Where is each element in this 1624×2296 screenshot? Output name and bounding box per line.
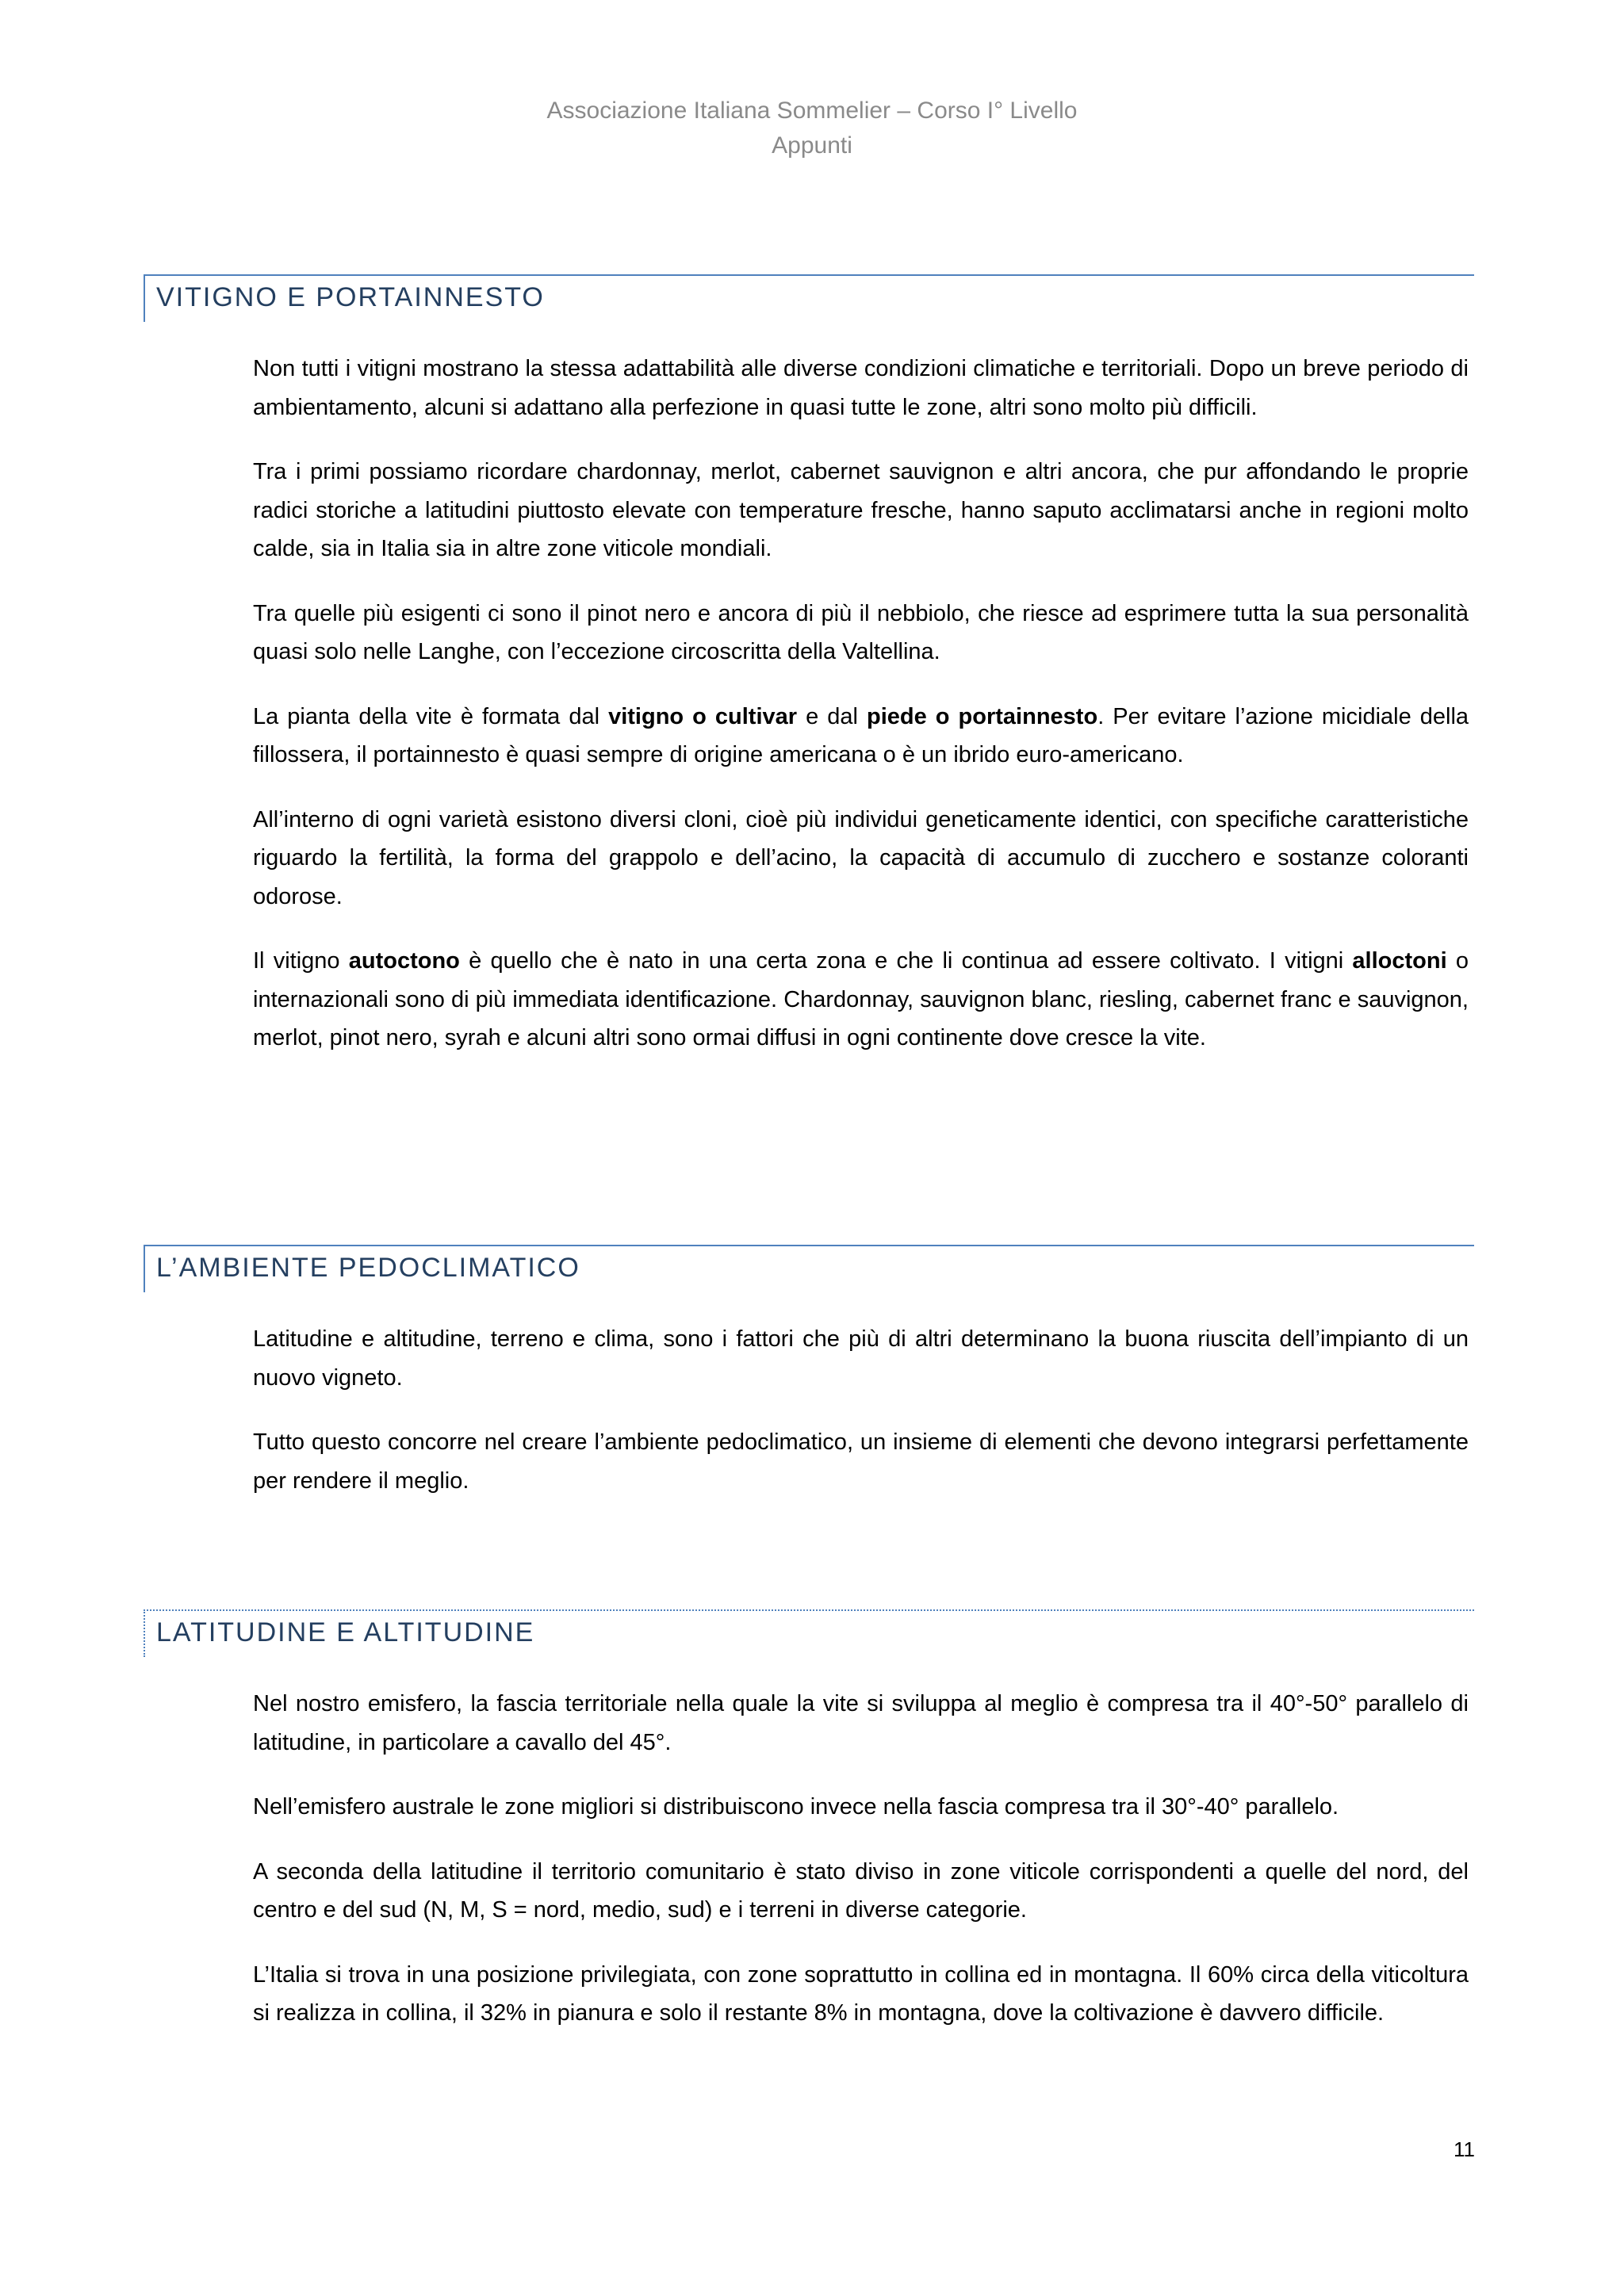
- bold-term-portainnesto: piede o portainnesto: [867, 703, 1098, 729]
- paragraph: Tutto questo concorre nel creare l’ambiente pedoclimatico, un insieme di elementi che devono integrarsi perfettamente per rendere il meglio.: [253, 1429, 1469, 1494]
- section-body-latitudine: [253, 1685, 1469, 2059]
- text-run: . Per evitare l’azione micidiale della fillossera, il portainnesto è quasi sempre di origine americana o è un ibrido euro-americano.: [253, 703, 1469, 767]
- section-body-vitigno: [253, 350, 1469, 1084]
- section-heading-ambiente: [144, 1245, 1474, 1292]
- text-run: è quello che è nato in una certa zona e che li continua ad essere coltivato. I vitigni: [459, 948, 1353, 974]
- text-run: La pianta della vite è formata dal: [253, 703, 609, 729]
- header-subtitle: Appunti: [772, 132, 852, 159]
- text-run: e dal: [797, 703, 868, 729]
- paragraph-vite-structure: [253, 698, 1469, 775]
- paragraph: All’interno di ogni varietà esistono diversi cloni, cioè più individui geneticamente identici, con specifiche caratteristiche riguardo la fertilità, la forma del grappolo e dell’acino, la capacità di accumulo di zucchero e sostanze coloranti odorose.: [253, 806, 1469, 909]
- paragraph: Latitudine e altitudine, terreno e clima, sono i fattori che più di altri determinano la buona riuscita dell’impianto di un nuovo vigneto.: [253, 1326, 1469, 1391]
- section-heading-text: VITIGNO E PORTAINNESTO: [156, 282, 545, 312]
- paragraph: Tra i primi possiamo ricordare chardonnay, merlot, cabernet sauvignon e altri ancora, che pur affondando le proprie radici storiche a latitudini piuttosto elevate con temperature fresche, hanno saputo acclimatarsi anche in regioni molto calde, sia in Italia sia in altre zone viticole mondiali.: [253, 459, 1469, 561]
- running-header: [0, 94, 1624, 163]
- paragraph: L’Italia si trova in una posizione privilegiata, con zone soprattutto in collina ed in montagna. Il 60% circa della viticoltura si realizza in collina, il 32% in pianura e solo il restante 8% in montagna, dove la coltivazione è davvero difficile.: [253, 1961, 1469, 2026]
- section-heading-vitigno: [144, 274, 1474, 322]
- section-heading-text: L’AMBIENTE PEDOCLIMATICO: [156, 1253, 580, 1283]
- paragraph: Tra quelle più esigenti ci sono il pinot nero e ancora di più il nebbiolo, che riesce ad esprimere tutta la sua personalità quasi solo nelle Langhe, con l’eccezione circoscritta della Valtellina.: [253, 600, 1469, 664]
- section-heading-latitudine: [144, 1609, 1474, 1657]
- text-run: o internazionali sono di più immediata identificazione. Chardonnay, sauvignon blanc, riesling, cabernet franc e sauvignon, merlot, pinot nero, syrah e alcuni altri sono ormai diffusi in ogni continente dove cresce la vite.: [253, 948, 1469, 1050]
- bold-term-autoctono: autoctono: [348, 948, 460, 974]
- bold-term-alloctoni: alloctoni: [1352, 948, 1447, 974]
- paragraph: A seconda della latitudine il territorio comunitario è stato diviso in zone viticole corrispondenti a quelle del nord, del centro e del sud (N, M, S = nord, medio, sud) e i terreni in diverse categorie.: [253, 1858, 1469, 1923]
- page-number: 11: [1454, 2137, 1475, 2161]
- paragraph: Non tutti i vitigni mostrano la stessa adattabilità alle diverse condizioni climatiche e territoriali. Dopo un breve periodo di ambientamento, alcuni si adattano alla perfezione in quasi tutte le zone, altri sono molto più difficili.: [253, 356, 1469, 420]
- paragraph: Nel nostro emisfero, la fascia territoriale nella quale la vite si sviluppa al meglio è compresa tra il 40°-50° parallelo di latitudine, in particolare a cavallo del 45°.: [253, 1691, 1469, 1755]
- paragraph-autoctono: [253, 942, 1469, 1058]
- paragraph: Nell’emisfero australe le zone migliori si distribuiscono invece nella fascia compresa tra il 30°-40° parallelo.: [253, 1794, 1339, 1820]
- text-run: Il vitigno: [253, 948, 349, 974]
- section-heading-text: LATITUDINE E ALTITUDINE: [156, 1617, 535, 1647]
- header-course-title: Associazione Italiana Sommelier – Corso I° Livello: [546, 98, 1078, 124]
- bold-term-vitigno-cultivar: vitigno o cultivar: [608, 703, 798, 729]
- section-body-ambiente: [253, 1320, 1469, 1526]
